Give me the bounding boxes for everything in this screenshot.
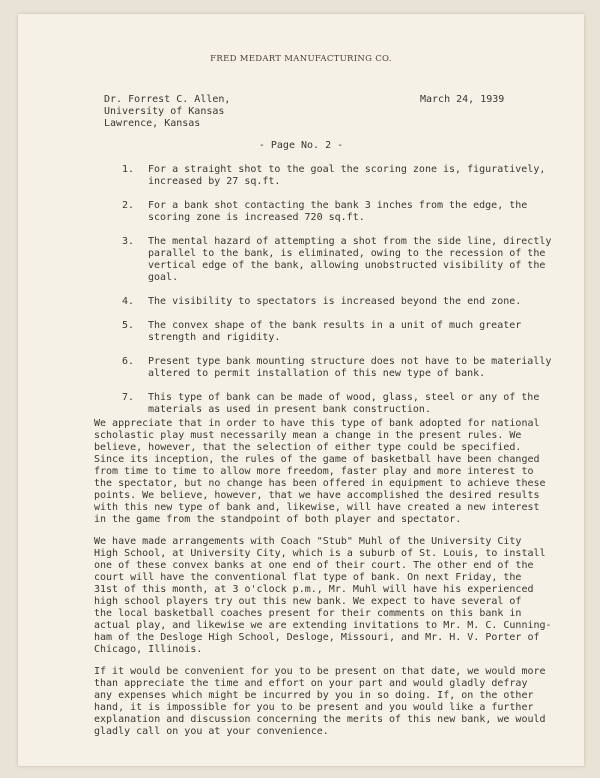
- list-item-text: The mental hazard of attempting a shot from the side line, directly parallel to the bank, is eliminated, owing to the recession of the vertical edge of the bank, allowing unobstructed visibility of the goal.: [148, 236, 552, 283]
- list-item-number: 1.: [122, 164, 135, 175]
- list-item-number: 4.: [122, 296, 135, 307]
- letter-page: [18, 14, 584, 766]
- list-item: [122, 164, 562, 188]
- list-item-text: Present type bank mounting structure does not have to be materially altered to permit installation of this new type of bank.: [148, 356, 552, 379]
- recipient-name: Dr. Forrest C. Allen,: [104, 94, 231, 105]
- list-item-text: The visibility to spectators is increased beyond the end zone.: [148, 296, 522, 307]
- recipient-address: [104, 94, 230, 130]
- list-item-number: 7.: [122, 392, 135, 403]
- recipient-org: University of Kansas: [104, 106, 225, 117]
- letter-date: March 24, 1939: [420, 94, 505, 105]
- list-item-text: The convex shape of the bank results in a unit of much greater strength and rigidity.: [148, 320, 522, 343]
- list-item: [122, 236, 562, 284]
- list-item-text: For a straight shot to the goal the scoring zone is, figuratively, increased by 27 sq.ft.: [148, 164, 546, 187]
- letterhead: FRED MEDART MANUFACTURING CO.: [210, 54, 392, 64]
- body-paragraph: If it would be convenient for you to be present on that date, we would more than appreciate the time and effort on your part and would gladly defray any expenses which might be incurred by you in so doing. If, on the other hand, it is impossible for you to be present and you would like a further explanation and discussion concerning the merits of this new bank, we would gladly call on you at your convenience.: [94, 666, 546, 737]
- list-item: [122, 200, 562, 224]
- list-item: [122, 296, 562, 308]
- list-item-number: 6.: [122, 356, 135, 367]
- list-item-number: 5.: [122, 320, 135, 331]
- body-paragraph: We have made arrangements with Coach "Stub" Muhl of the University City High School, at University City, which is a suburb of St. Louis, to install one of these convex banks at one end of their court. The other end of the court will have the conventional flat type of bank. On next Friday, the 31st of this month, at 3 o'clock p.m., Mr. Muhl will have his experienced high school players try out this new bank. We expect to have several of the local basketball coaches present for their comments on this bank in actual play, and likewise we are extending invitations to Mr. M. C. Cunning- ham of the Desloge High School, Desloge, Missouri, and Mr. H. V. Porter of Chicago, Illinois.: [94, 536, 552, 655]
- list-item-number: 3.: [122, 236, 135, 247]
- recipient-city: Lawrence, Kansas: [104, 118, 201, 129]
- list-item: [122, 320, 562, 344]
- numbered-list: [122, 164, 562, 428]
- list-item-number: 2.: [122, 200, 135, 211]
- list-item: [122, 392, 562, 416]
- body-paragraph: We appreciate that in order to have this type of bank adopted for national scholastic play must necessarily mean a change in the present rules. We believe, however, that the selection of either type could be specified. Since its inception, the rules of the game of basketball have been changed from time to time to allow more freedom, faster play and more interest to the spectator, but no change has been offered in equipment to achieve these points. We believe, however, that we have accomplished the desired results with this new type of bank and, likewise, will have created a new interest in the game from the standpoint of both player and spectator.: [94, 418, 546, 525]
- list-item: [122, 356, 562, 380]
- list-item-text: For a bank shot contacting the bank 3 inches from the edge, the scoring zone is increased 720 sq.ft.: [148, 200, 528, 223]
- list-item-text: This type of bank can be made of wood, glass, steel or any of the materials as used in present bank construction.: [148, 392, 540, 415]
- body-paragraphs: [94, 418, 552, 748]
- page-number: - Page No. 2 -: [258, 140, 344, 151]
